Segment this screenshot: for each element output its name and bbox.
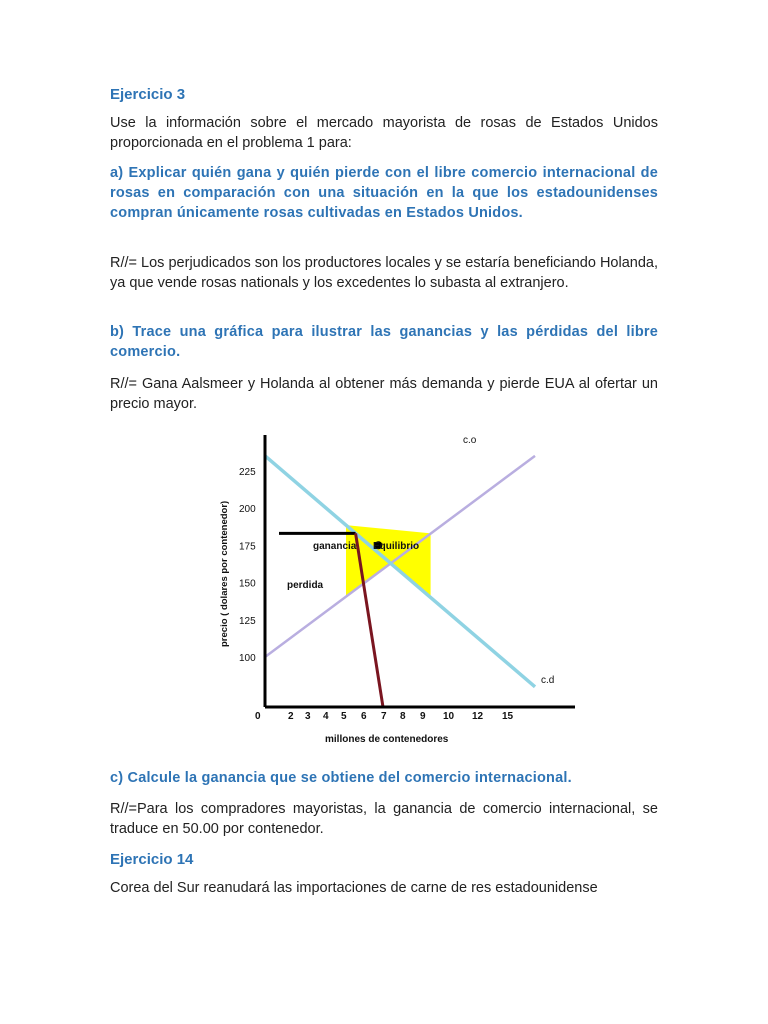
y-tick-label: 175 (239, 541, 256, 553)
exercise-14-title: Ejercicio 14 (110, 851, 194, 868)
x-tick-label: 6 (361, 711, 367, 722)
x-tick-label: 4 (323, 711, 329, 722)
x-tick-label: 10 (443, 711, 455, 722)
answer-a: R//= Los perjudicados son los productores locales y se estaría beneficiando Holanda, ya que vende rosas nationals y los excedentes lo subasta al extranjero. (110, 255, 658, 291)
x-tick-label: 7 (381, 711, 387, 722)
question-b: b) Trace una gráfica para ilustrar las ganancias y las pérdidas del libre comercio. (110, 324, 658, 360)
x-tick-label: 9 (420, 711, 426, 722)
y-tick-label: 100 (239, 653, 256, 664)
y-tick-label: 150 (239, 578, 256, 590)
x-tick-label: 15 (502, 711, 514, 722)
x-axis-title: millones de contenedores (325, 734, 449, 745)
demand-line (265, 456, 535, 687)
y-tick-label: 125 (239, 615, 256, 627)
y-tick-label: 200 (239, 504, 256, 515)
y-tick-label: 225 (239, 466, 256, 478)
question-c: c) Calcule la ganancia que se obtiene del comercio internacional. (110, 770, 572, 786)
x-tick-label: 0 (255, 711, 261, 722)
x-tick-label: 5 (341, 711, 347, 722)
supply-line (265, 456, 535, 657)
answer-c: R//=Para los compradores mayoristas, la ganancia de comercio internacional, se traduce en 50.00 por contenedor. (110, 801, 658, 837)
x-tick-label: 12 (472, 711, 484, 722)
supply-label: c.o (463, 435, 477, 446)
equilibrium-annotation: Equilibrio (373, 541, 420, 552)
demand-label: c.d (541, 675, 555, 686)
loss-annotation: perdida (287, 580, 324, 591)
answer-b: R//= Gana Aalsmeer y Holanda al obtener más demanda y pierde EUA al ofertar un precio mayor. (110, 376, 658, 412)
exercise-3-intro: Use la información sobre el mercado mayorista de rosas de Estados Unidos proporcionada en el problema 1 para: (110, 115, 658, 151)
exercise-3-title: Ejercicio 3 (110, 86, 186, 103)
supply-demand-chart (195, 425, 595, 755)
y-axis-title: precio ( dolares por contenedor) (219, 500, 230, 647)
x-tick-label: 8 (400, 711, 406, 722)
gain-annotation: ganancia (313, 541, 357, 552)
x-tick-label: 3 (305, 711, 311, 722)
question-a: a) Explicar quién gana y quién pierde con el libre comercio internacional de rosas en comparación con una situación en la que los estadounidenses compran únicamente rosas cultivadas en Estados Unidos. (110, 165, 658, 221)
x-tick-label: 2 (288, 711, 294, 722)
exercise-14-text: Corea del Sur reanudará las importaciones de carne de res estadounidense (110, 880, 598, 896)
